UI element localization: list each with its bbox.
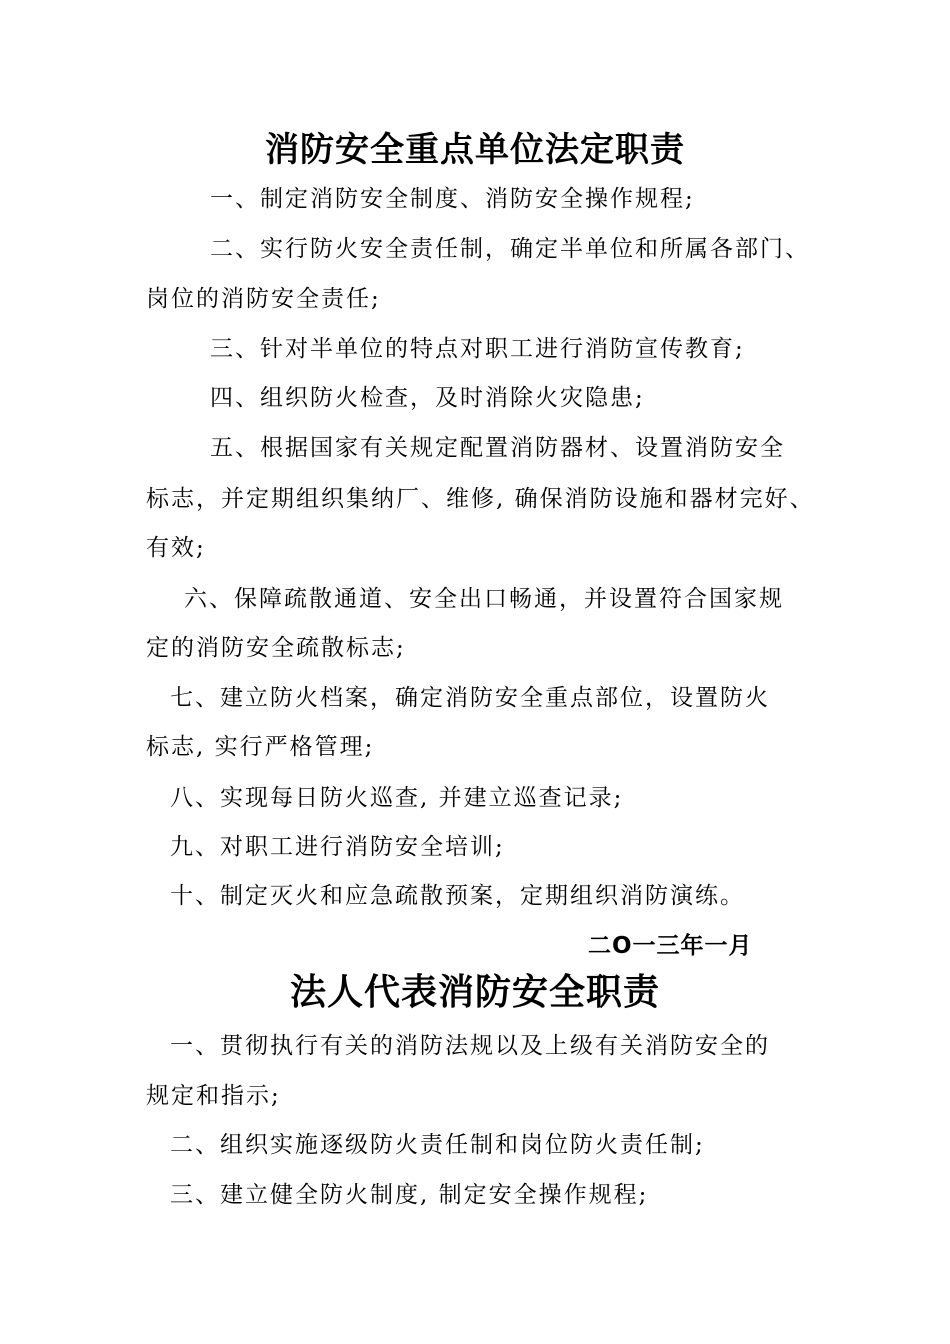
section1-line-7: 标志，并定期组织集纳厂、维修, 确保消防设施和器材完好、 (146, 486, 815, 512)
section1-line-15: 十、制定灭火和应急疏散预案，定期组织消防演练。 (170, 883, 745, 909)
section1-line-1: 一、制定消防安全制度、消防安全操作规程; (210, 186, 695, 212)
section1-date: 二O一三年一月 (588, 933, 753, 959)
section1-line-13: 八、实现每日防火巡查, 并建立巡查记录; (170, 785, 624, 811)
section1-line-4: 三、针对半单位的特点对职工进行消防宣传教育; (210, 336, 745, 362)
section1-line-5: 四、组织防火检查，及时消除火灾隐患; (210, 385, 645, 411)
section2-title: 法人代表消防安全职责 (289, 972, 660, 1013)
section1-line-12: 标志, 实行严格管理; (146, 734, 375, 760)
section2-line-1: 一、贯彻执行有关的消防法规以及上级有关消防安全的 (170, 1033, 770, 1059)
section2-line-2: 规定和指示; (146, 1083, 281, 1109)
section1-line-2: 二、实行防火安全责任制，确定半单位和所属各部门、 (210, 236, 810, 262)
section2-line-3: 二、组织实施逐级防火责任制和岗位防火责任制; (170, 1132, 705, 1158)
section1-line-10: 定的消防安全疏散标志; (146, 635, 406, 661)
section2-line-4: 三、建立健全防火制度, 制定安全操作规程; (170, 1182, 649, 1208)
section1-line-6: 五、根据国家有关规定配置消防器材、设置消防安全 (210, 435, 785, 461)
section1-line-3: 岗位的消防安全责任; (146, 286, 381, 312)
section1-line-14: 九、对职工进行消防安全培训; (170, 834, 505, 860)
section1-line-11: 七、建立防火档案，确定消防安全重点部位，设置防火 (170, 685, 770, 711)
section1-line-8: 有效; (146, 535, 206, 561)
section1-line-9: 六、保障疏散通道、安全出口畅通，并设置符合国家规 (184, 586, 784, 612)
section1-title: 消防安全重点单位法定职责 (265, 130, 685, 170)
